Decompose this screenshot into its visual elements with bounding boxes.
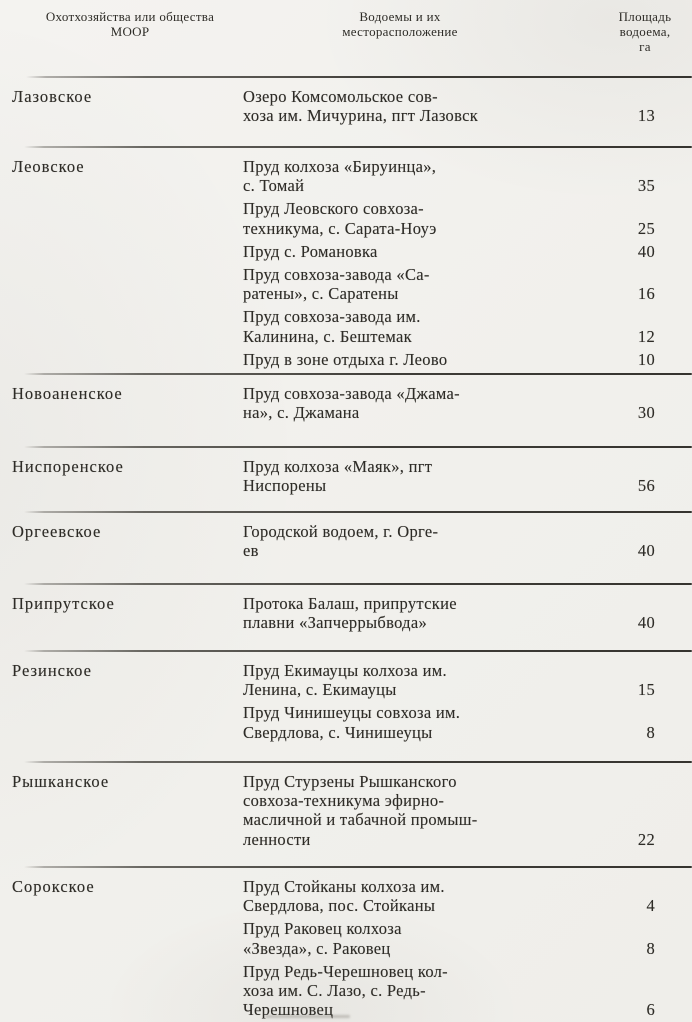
waterbody-entries [243,772,655,849]
waterbody-entries [243,877,655,1019]
area-value: 40 [637,541,655,561]
area-value: 40 [637,241,655,261]
description-line: совхоза-техникума эфирно- [243,791,445,811]
area-value: 56 [637,476,655,496]
society-row [0,763,692,849]
description-line: Пруд совхоза-завода «Джама- [243,384,460,403]
description-line: масличной и табачной промыш- [243,810,478,830]
description-line: Пруд Екимауцы колхоза им. [243,661,447,680]
header-col-waterbodies-line1: Водоемы и их [359,9,441,24]
waterbody-description [243,703,460,741]
waterbody-entry [243,919,655,957]
description-line: плавни «Запчеррыбвода» [243,613,428,633]
header-col-societies-line2: МООР [110,24,150,39]
description-line: Пруд в зоне отдыха г. Леово [243,349,448,369]
society-section [0,652,692,763]
waterbody-description [243,772,478,849]
description-line: Протока Балаш, припрутские [243,594,457,613]
society-section [0,513,692,585]
description-line: Озеро Комсомольское сов- [243,87,438,106]
area-value: 8 [646,722,655,742]
society-section [0,868,692,1022]
waterbody-description [243,350,447,369]
waterbody-entry [243,157,655,195]
society-row [0,448,692,495]
description-line: Пруд Стурзены Рышканского [243,772,457,791]
waterbody-description [243,962,448,1020]
society-section [0,78,692,148]
waterbody-entry [243,877,655,915]
society-name: Оргеевское [12,522,102,541]
description-line: ев [243,541,259,561]
waterbody-entry [243,594,655,632]
description-line: Свердлова, с. Чинишеуцы [243,722,433,742]
header-col-area-line1: Площадь [618,9,672,24]
society-row [0,375,692,422]
area-value: 12 [637,326,655,346]
header-col-societies [0,9,260,78]
society-name: Ниспоренское [12,457,124,476]
waterbody-description [243,919,402,957]
area-value: 6 [646,1000,655,1020]
waterbody-entries [243,522,655,560]
society-section [0,148,692,375]
description-line: Городской водоем, г. Орге- [243,522,439,541]
description-line: Пруд совхоза-завода «Са- [243,265,430,285]
area-value: 25 [637,218,655,238]
society-section [0,448,692,513]
society-row [0,652,692,742]
area-value: 10 [637,349,655,369]
waterbody-description [243,157,436,195]
area-value: 35 [637,176,655,196]
header-col-area [540,9,692,78]
society-name: Сорокское [12,877,95,896]
waterbody-description [243,522,438,560]
waterbody-entry [243,457,655,495]
description-line: хоза им. Мичурина, пгт Лазовск [243,106,479,126]
description-line: Пруд Редь-Черешновец кол- [243,961,448,981]
waterbody-entry [243,350,655,369]
society-row [0,868,692,1019]
waterbody-description [243,594,457,632]
description-line: Пруд Леовского совхоза- [243,199,424,219]
society-section [0,585,692,652]
waterbody-entry [243,87,655,125]
table-header [0,0,692,78]
waterbody-entries [243,661,655,742]
description-line: Пруд Раковец колхоза [243,919,402,939]
area-value: 30 [637,403,655,423]
waterbody-entries [243,87,655,125]
waterbody-entry [243,703,655,741]
description-line: ленности [243,829,311,849]
waterbody-entries [243,157,655,369]
society-section [0,763,692,868]
description-line: Калинина, с. Бештемак [243,326,412,346]
description-line: Пруд совхоза-завода им. [243,307,421,327]
area-value: 16 [637,284,655,304]
waterbody-description [243,877,445,915]
description-line: Пруд Стойканы колхоза им. [243,877,445,896]
description-line: Свердлова, пос. Стойканы [243,896,436,916]
society-row [0,78,692,125]
description-line: с. Томай [243,176,305,196]
header-col-area-line3: га [639,39,651,54]
description-line: Пруд Чинишеуцы совхоза им. [243,703,461,723]
society-name: Новоаненское [12,384,123,403]
society-name: Рышканское [12,772,110,791]
area-value: 15 [637,680,655,700]
waterbody-description [243,661,447,699]
waterbody-description [243,87,478,125]
header-col-waterbodies [260,9,540,78]
area-value: 40 [637,613,655,633]
waterbody-description [243,199,437,237]
society-name: Резинское [12,661,92,680]
waterbody-entry [243,242,655,261]
description-line: Ленина, с. Екимауцы [243,680,397,700]
area-value: 4 [646,896,655,916]
waterbody-description [243,307,421,345]
header-col-societies-line1: Охотхозяйства или общества [45,9,215,24]
waterbody-entries [243,594,655,632]
waterbody-entry [243,199,655,237]
description-line: ратены», с. Саратены [243,284,399,304]
area-value: 22 [637,829,655,849]
waterbody-entry [243,661,655,699]
society-name: Лазовское [12,87,93,106]
waterbody-entry [243,384,655,422]
description-line: на», с. Джамана [243,403,360,423]
header-col-waterbodies-line2: месторасположение [342,24,458,39]
waterbody-entries [243,457,655,495]
description-line: хоза им. С. Лазо, с. Редь- [243,981,426,1001]
society-row [0,513,692,560]
society-row [0,148,692,369]
waterbody-description [243,242,378,261]
waterbody-entry [243,265,655,303]
waterbody-entries [243,384,655,422]
society-row [0,585,692,632]
scan-smudge-artifact [265,1015,350,1018]
society-section [0,375,692,448]
waterbody-entry [243,962,655,1020]
waterbody-description [243,457,432,495]
header-col-area-line2: водоема, [619,24,671,39]
description-line: Пруд колхоза «Маяк», пгт [243,457,433,476]
waterbody-description [243,265,430,303]
description-line: «Звезда», с. Раковец [243,938,391,958]
description-line: техникума, с. Сарата-Ноуэ [243,218,437,238]
society-name: Леовское [12,157,85,176]
waterbody-entry [243,307,655,345]
table-body [0,78,692,1022]
area-value: 13 [637,106,655,126]
waterbody-entry [243,772,655,849]
waterbody-entry [243,522,655,560]
waterbody-description [243,384,460,422]
description-line: Ниспорены [243,476,327,496]
area-value: 8 [646,938,655,958]
description-line: Пруд с. Романовка [243,241,378,261]
society-name: Припрутское [12,594,115,613]
description-line: Пруд колхоза «Бируинца», [243,157,437,176]
description-line: Черешновец [243,1000,334,1020]
